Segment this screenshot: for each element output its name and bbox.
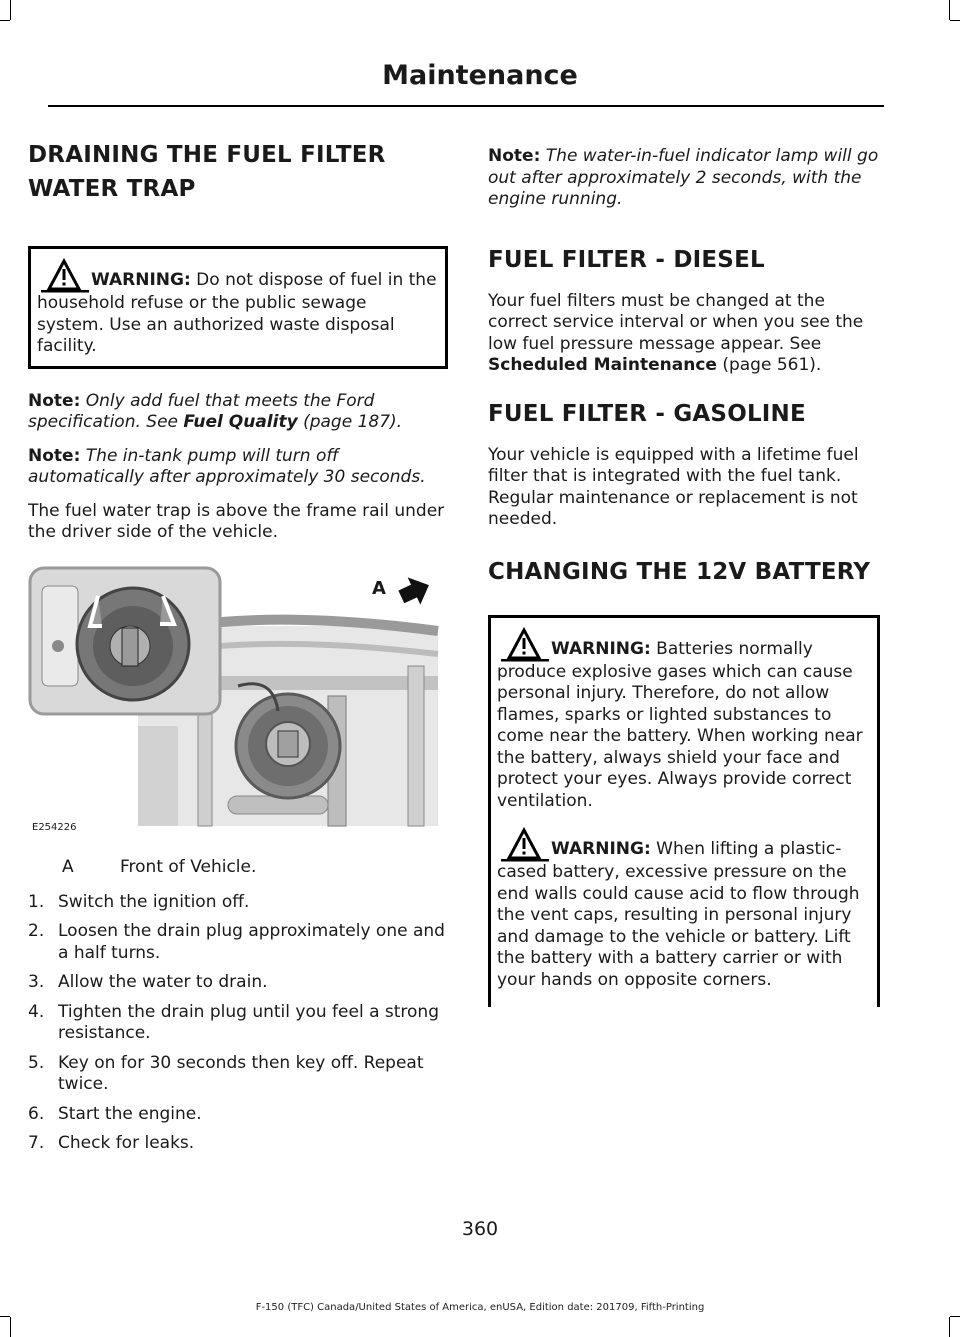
list-item bbox=[28, 1002, 448, 1045]
page-reference: (page 561). bbox=[716, 355, 822, 375]
figure-code: E254226 bbox=[32, 821, 77, 833]
note-text: Only add fuel that meets the Ford specification. See bbox=[28, 390, 375, 432]
page-number: 360 bbox=[461, 1218, 499, 1240]
body-gasoline: Your vehicle is equipped with a lifetime fuel filter that is integrated with the fuel tank. Regular maintenance or replacement is not needed. bbox=[488, 444, 859, 529]
right-column bbox=[488, 138, 880, 1007]
warning-box-battery bbox=[488, 615, 880, 1008]
step-number: 5. bbox=[28, 1052, 45, 1073]
step-text: Switch the ignition off. bbox=[58, 891, 250, 912]
section-heading-water-trap: DRAINING THE FUEL FILTER WATER TRAP bbox=[28, 142, 386, 202]
section-heading-gasoline: FUEL FILTER - GASOLINE bbox=[488, 400, 806, 427]
step-number: 6. bbox=[28, 1103, 45, 1124]
section-heading-diesel: FUEL FILTER - DIESEL bbox=[488, 246, 765, 273]
caption-key: A bbox=[62, 856, 74, 877]
section-heading-battery: CHANGING THE 12V BATTERY bbox=[488, 558, 871, 585]
warning-text: When lifting a plastic-cased battery, excessive pressure on the end walls could cause acid to flow through the vent caps, resulting in personal injury and damage to the vehicle or battery. Lift the battery with a battery carrier or with your hands on opposite corners. bbox=[497, 839, 860, 990]
header-rule bbox=[48, 105, 884, 107]
warning-triangle-icon bbox=[497, 626, 549, 662]
callout-label-a: A bbox=[372, 577, 386, 599]
caption-text: Front of Vehicle. bbox=[120, 856, 257, 877]
warning-label: WARNING: bbox=[551, 638, 651, 659]
page-reference: (page 187). bbox=[297, 412, 403, 432]
step-number: 7. bbox=[28, 1133, 45, 1153]
step-number: 2. bbox=[28, 921, 45, 941]
note-text: The in-tank pump will turn off automatically after approximately 30 seconds. bbox=[28, 445, 426, 487]
list-item bbox=[28, 1104, 448, 1126]
crop-mark bbox=[0, 1316, 10, 1317]
step-number: 1. bbox=[28, 891, 45, 912]
note-fuel-spec bbox=[28, 391, 448, 434]
body-diesel bbox=[488, 291, 880, 377]
step-text: Start the engine. bbox=[58, 1103, 202, 1124]
step-text: Check for leaks. bbox=[58, 1133, 195, 1153]
steps-list bbox=[28, 892, 448, 1155]
crop-mark bbox=[950, 1316, 960, 1317]
warning-box-fuel-disposal bbox=[28, 246, 448, 369]
step-text: Key on for 30 seconds then key off. Repeat twice. bbox=[58, 1052, 424, 1094]
step-number: 4. bbox=[28, 1001, 45, 1022]
left-column bbox=[28, 138, 448, 1163]
crop-mark bbox=[949, 1317, 950, 1337]
crop-mark bbox=[10, 1317, 11, 1337]
crop-mark bbox=[950, 20, 960, 21]
list-item bbox=[28, 921, 448, 964]
page-header-title: Maintenance bbox=[382, 60, 578, 91]
note-text: The water-in-fuel indicator lamp will go out after approximately 2 seconds, with the engine running. bbox=[488, 146, 879, 209]
crop-mark bbox=[0, 20, 10, 21]
list-item bbox=[28, 972, 448, 994]
note-label: Note: bbox=[28, 390, 81, 411]
step-text: Allow the water to drain. bbox=[58, 972, 268, 992]
list-item bbox=[28, 892, 448, 914]
warning-text: Do not dispose of fuel in the household refuse or the public sewage system. Use an authorized waste disposal facility. bbox=[37, 270, 437, 356]
step-number: 3. bbox=[28, 972, 45, 992]
crop-mark bbox=[949, 0, 950, 20]
step-text: Tighten the drain plug until you feel a strong resistance. bbox=[58, 1001, 439, 1043]
warning-paragraph bbox=[497, 826, 869, 991]
body-water-trap-location: The fuel water trap is above the frame rail under the driver side of the vehicle. bbox=[28, 500, 445, 542]
warning-text: Batteries normally produce explosive gases which can cause personal injury. Therefore, do not allow flames, sparks or lighted substances to come near the battery. When working near the battery, always shield your face and protect your eyes. Always provide correct ventilation. bbox=[497, 638, 863, 811]
note-in-tank-pump bbox=[28, 446, 448, 489]
link-fuel-quality[interactable]: Fuel Quality bbox=[183, 412, 298, 432]
note-label: Note: bbox=[488, 146, 541, 166]
warning-triangle-icon bbox=[497, 826, 549, 862]
warning-triangle-icon bbox=[37, 257, 89, 293]
list-item bbox=[28, 1053, 448, 1096]
edition-line: F-150 (TFC) Canada/United States of America, enUSA, Edition date: 201709, Fifth-Printing bbox=[255, 1302, 705, 1313]
warning-paragraph bbox=[497, 626, 869, 813]
figure-caption bbox=[62, 856, 448, 878]
warning-paragraph bbox=[37, 257, 437, 358]
link-scheduled-maintenance[interactable]: Scheduled Maintenance bbox=[488, 355, 717, 375]
figure-fuel-water-trap bbox=[28, 566, 444, 846]
note-label: Note: bbox=[28, 445, 81, 466]
note-indicator-lamp bbox=[488, 146, 880, 211]
warning-label: WARNING: bbox=[91, 270, 191, 290]
crop-mark bbox=[10, 0, 11, 20]
list-item bbox=[28, 1133, 448, 1155]
fuel-water-trap-illustration bbox=[28, 566, 444, 846]
diesel-text: Your fuel filters must be changed at the correct service interval or when you see the low fuel pressure message appear. See bbox=[488, 290, 864, 354]
warning-label: WARNING: bbox=[551, 839, 651, 859]
step-text: Loosen the drain plug approximately one and a half turns. bbox=[58, 921, 445, 963]
